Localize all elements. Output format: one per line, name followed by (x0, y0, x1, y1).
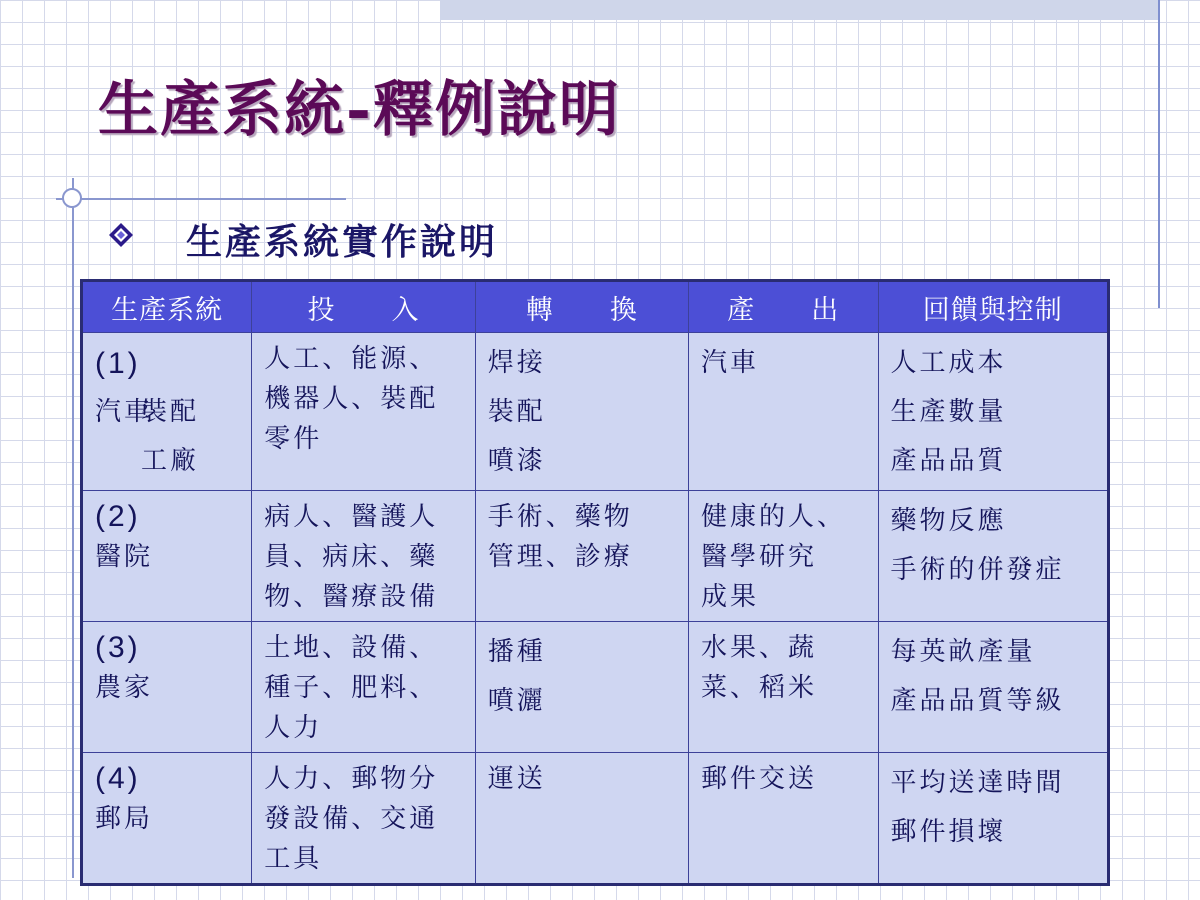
system-name-line: 工廠 (141, 446, 200, 476)
cell-input (252, 333, 476, 491)
input-line: 機器人、裝配 (264, 384, 439, 414)
table-row (82, 753, 1109, 885)
feedback-line: 郵件損壞 (890, 817, 1007, 847)
input-line: 病人、醫護人 (264, 502, 439, 532)
production-system-table (80, 279, 1110, 886)
cell-transform (475, 491, 688, 622)
input-line: 物、醫療設備 (264, 582, 439, 612)
decor-horizontal-line (56, 198, 346, 200)
cell-system (82, 622, 252, 753)
input-line: 發設備、交通 (264, 804, 439, 834)
system-name: 農家 (95, 673, 154, 703)
header-transform: 轉 換 (475, 281, 688, 333)
cell-system (82, 491, 252, 622)
transform-line: 管理、診療 (487, 542, 633, 572)
transform-line: 手術、藥物 (487, 502, 633, 532)
cell-transform (475, 333, 688, 491)
cell-output (688, 753, 878, 885)
feedback-line: 平均送達時間 (890, 768, 1065, 798)
header-feedback: 回饋與控制 (878, 281, 1108, 333)
row-number: (4) (95, 762, 141, 795)
cell-feedback (878, 753, 1108, 885)
input-line: 工具 (264, 844, 323, 874)
cell-system (82, 753, 252, 885)
cell-transform (475, 622, 688, 753)
input-line: 人力、郵物分 (264, 764, 439, 794)
input-line: 人工、能源、 (264, 344, 439, 374)
row-number: (2) (95, 500, 141, 533)
input-line: 員、病床、藥 (264, 542, 439, 572)
input-line: 土地、設備、 (264, 633, 439, 663)
output-line: 成果 (700, 582, 759, 612)
feedback-line: 藥物反應 (890, 506, 1007, 536)
transform-line: 播種 (487, 637, 546, 667)
diamond-bullet-icon (108, 222, 134, 248)
feedback-line: 產品品質 (890, 446, 1007, 476)
feedback-line: 生產數量 (890, 397, 1007, 427)
header-system: 生產系統 (82, 281, 252, 333)
cell-output (688, 333, 878, 491)
cell-output (688, 491, 878, 622)
cell-feedback (878, 491, 1108, 622)
table-row (82, 491, 1109, 622)
cell-transform (475, 753, 688, 885)
cell-input (252, 622, 476, 753)
transform-line: 運送 (487, 764, 546, 794)
row-number: (3) (95, 631, 141, 664)
header-input: 投 入 (252, 281, 476, 333)
cell-input (252, 491, 476, 622)
transform-line: 噴灑 (487, 686, 546, 716)
output-line: 健康的人、 (700, 502, 846, 532)
input-line: 零件 (264, 424, 323, 454)
table-header-row (82, 281, 1109, 333)
cell-feedback (878, 622, 1108, 753)
system-name-line: 裝配 (141, 397, 200, 427)
header-output: 產 出 (688, 281, 878, 333)
output-line: 醫學研究 (700, 542, 817, 572)
input-line: 種子、肥料、 (264, 673, 439, 703)
top-decor-band (440, 0, 1160, 20)
system-name: 郵局 (95, 804, 154, 834)
right-decor-line (1158, 0, 1160, 308)
transform-line: 焊接 (487, 348, 546, 378)
row-number: (1) (95, 347, 141, 380)
output-line: 水果、蔬 (700, 633, 817, 663)
decor-circle (62, 188, 82, 208)
table-row (82, 333, 1109, 491)
cell-input (252, 753, 476, 885)
slide-title: 生產系統-釋例說明 (98, 75, 621, 145)
decor-vertical-line (72, 178, 74, 878)
cell-system (82, 333, 252, 491)
feedback-line: 手術的併發症 (890, 555, 1065, 585)
output-line: 郵件交送 (700, 764, 817, 794)
transform-line: 噴漆 (487, 446, 546, 476)
system-name: 汽車 (95, 397, 154, 427)
output-line: 汽車 (700, 348, 759, 378)
cell-feedback (878, 333, 1108, 491)
feedback-line: 產品品質等級 (890, 686, 1065, 716)
system-name: 醫院 (95, 542, 154, 572)
slide-subtitle: 生產系統實作說明 (186, 221, 499, 263)
input-line: 人力 (264, 713, 323, 743)
feedback-line: 每英畝產量 (890, 637, 1036, 667)
output-line: 菜、稻米 (700, 673, 817, 703)
table-row (82, 622, 1109, 753)
cell-output (688, 622, 878, 753)
feedback-line: 人工成本 (890, 348, 1007, 378)
transform-line: 裝配 (487, 397, 546, 427)
